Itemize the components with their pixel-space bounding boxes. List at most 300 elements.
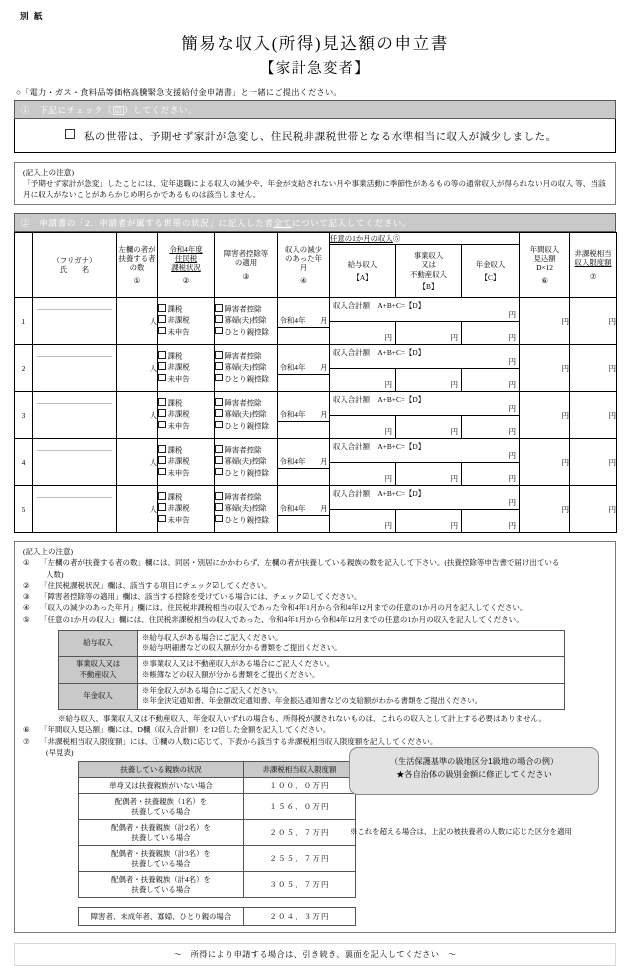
tax-option-3[interactable]: 未申告 [158, 515, 214, 526]
instruction-item-4 [23, 602, 609, 613]
header-name [33, 233, 117, 298]
hayami-amount: １００．０万円 [244, 778, 356, 794]
checkbox-icon[interactable] [215, 515, 223, 523]
instruction-mark: ③ [23, 592, 30, 601]
section2-banner-suffix: について記入してください。 [292, 218, 412, 228]
instructions-list [23, 557, 609, 625]
deduction-cell[interactable] [215, 345, 278, 392]
header-group-num: ⑤ [392, 234, 401, 243]
tax-status-cell[interactable] [158, 486, 215, 533]
deduction-option-1[interactable]: 障害者控除 [215, 445, 277, 456]
yen-unit: 円 [384, 380, 392, 389]
yen-unit: 円 [508, 521, 516, 530]
tax-option-1[interactable]: 課税 [158, 445, 214, 456]
tax-option-2[interactable]: 非課税 [158, 315, 214, 326]
header-pension-mark: 【C】 [480, 272, 501, 282]
income-total-row[interactable] [330, 392, 519, 416]
hayami-condition: 配偶者・扶養親族（計4名）を 扶養している場合 [79, 872, 244, 898]
hayami-header-row [79, 762, 356, 778]
header-deduction [215, 233, 278, 298]
hayami-row [79, 794, 356, 820]
monthly-income-cell[interactable] [330, 486, 520, 533]
instruction-item-2 [23, 580, 609, 591]
name-input-cell[interactable] [33, 486, 117, 533]
header-business-mark: 【B】 [418, 281, 439, 291]
monthly-income-cell[interactable] [330, 439, 520, 486]
salary-input-cell[interactable] [330, 510, 396, 532]
dependents-input-cell[interactable]: 人 [117, 298, 158, 345]
yen-unit: 円 [450, 427, 458, 436]
income-kind-note: ※給与収入、事業収入又は不動産収入、年金収入いずれの場合も、所得税が課されないものは、これらの収入として計上する必要はありません。 [58, 714, 546, 724]
income-kind-row [59, 683, 565, 709]
municipality-callout [349, 747, 599, 795]
instruction-6-mark: ⑥ [23, 725, 30, 735]
section2-banner-underlined: 全て [273, 218, 293, 228]
caution-top-box [14, 162, 616, 205]
instructions-box [14, 541, 616, 933]
instruction-item-7 [23, 736, 609, 747]
deduction-option-2[interactable]: 寡婦(夫)控除 [215, 503, 277, 514]
hayami-row [79, 820, 356, 846]
checkbox-icon[interactable] [158, 327, 166, 335]
yen-unit: 円 [508, 404, 517, 413]
tax-option-2[interactable]: 非課税 [158, 456, 214, 467]
attachment-label: 別 紙 [20, 11, 44, 21]
hayami-header-amount: 非課税相当収入限度額 [244, 762, 356, 778]
pension-input-cell[interactable] [462, 322, 519, 344]
business-input-cell[interactable] [396, 369, 462, 391]
hayami-row [79, 846, 356, 872]
header-pension-label: 年金収入 [475, 260, 506, 270]
yen-unit: 円 [508, 498, 517, 507]
tax-option-3[interactable]: 未申告 [158, 468, 214, 479]
header-limit-l1: 非課税相当 [574, 249, 612, 259]
dependents-input-cell[interactable]: 人 [117, 392, 158, 439]
yen-unit: 円 [508, 310, 517, 319]
header-tax-l3: 課税状況 [171, 263, 201, 272]
header-tax-num: ② [182, 276, 190, 286]
deduction-option-2[interactable]: 寡婦(夫)控除 [215, 456, 277, 467]
tax-option-1[interactable]: 課税 [158, 351, 214, 362]
declaration-row[interactable] [21, 128, 609, 143]
hayami-condition: 配偶者・扶養親族（計2名）を 扶養している場合 [79, 820, 244, 846]
deduction-option-3[interactable]: ひとり親控除 [215, 421, 277, 432]
checkbox-icon[interactable] [158, 503, 166, 511]
furigana-rule [37, 497, 112, 498]
name-input-cell[interactable] [33, 392, 117, 439]
header-dependents [117, 233, 158, 298]
checkbox-icon[interactable] [158, 398, 166, 406]
furigana-rule [37, 403, 112, 404]
over-limit-note: ※これを超える場合は、上記の被扶養者の人数に応じた区分を適用 [350, 827, 572, 836]
table-header [15, 233, 617, 298]
tax-option-2[interactable]: 非課税 [158, 503, 214, 514]
deduction-option-1[interactable]: 障害者控除 [215, 351, 277, 362]
checkbox-icon[interactable] [158, 351, 166, 359]
callout-line2: ★各自治体の級別金額に修正してください [396, 769, 552, 779]
checkbox-icon[interactable] [158, 492, 166, 500]
checkbox-icon[interactable] [215, 503, 223, 511]
income-breakdown-row [330, 322, 519, 344]
instruction-7-mark: ⑦ [23, 736, 30, 746]
instruction-text: 「住民税課税状況」欄は、該当する項目にチェック☑してください。 [40, 580, 272, 590]
furigana-rule [37, 356, 112, 357]
header-group-title: 任意の1か月の収入 [330, 234, 393, 243]
section1-banner-suffix: ）してください。 [124, 105, 198, 115]
income-kind-line: ※年金収入がある場合にご記入ください。 [142, 685, 283, 695]
income-kind-line: ※給与明細書などの収入額が分かる書類をご提出ください。 [142, 643, 342, 653]
salary-input-cell[interactable] [330, 463, 396, 485]
checkbox-icon[interactable] [215, 398, 223, 406]
income-breakdown-row [330, 510, 519, 532]
table-row [15, 298, 617, 345]
business-input-cell[interactable] [396, 416, 462, 438]
tax-option-3[interactable]: 未申告 [158, 327, 214, 338]
deduction-option-3[interactable]: ひとり親控除 [215, 374, 277, 385]
header-annual-estimate [520, 233, 570, 298]
tax-option-2[interactable]: 非課税 [158, 409, 214, 420]
hayami-condition: 配偶者・扶養親族（1名）を 扶養している場合 [79, 794, 244, 820]
hayami-amount: ２５５．７万円 [244, 846, 356, 872]
decline-month-value: 令和4年 月 [278, 456, 328, 469]
header-name-ruby: （フリガナ） [52, 255, 97, 265]
dependents-input-cell[interactable]: 人 [117, 345, 158, 392]
instruction-item-1 [23, 557, 609, 568]
caution-top-line1: 「予期せず家計が急変」したことには、定年退職による収入の減少や、年金が支給されない月や事業活動に季節性があるもの等の通常収入が得られない月の収入 [23, 179, 574, 188]
yen-unit: 円 [384, 521, 392, 530]
header-limit-num: ⑦ [589, 271, 597, 281]
checkbox-icon[interactable] [215, 409, 223, 417]
declaration-text: 私の世帯は、予期せず家計が急変し、住民税非課税世帯となる水準相当に収入が減少しました。 [84, 132, 557, 143]
header-dependents-num: ① [133, 276, 141, 286]
yen-unit: 円 [508, 427, 516, 436]
checkbox-icon[interactable] [215, 327, 223, 335]
monthly-income-cell[interactable] [330, 392, 520, 439]
yen-unit: 円 [508, 451, 517, 460]
instruction-text: 「収入の減少のあった年月」欄には、住民税非課税相当の収入であった令和4年1月から令和4年12月までの任意の1か月の月を記入してください。 [40, 603, 528, 613]
deduction-option-3[interactable]: ひとり親控除 [215, 515, 277, 526]
checkbox-icon[interactable] [215, 362, 223, 370]
header-limit-l2: 収入限度額 [574, 258, 612, 268]
decline-month-cell[interactable] [278, 439, 330, 486]
header-pension [462, 245, 520, 298]
page-title: 簡易な収入(所得)見込額の申立書 [181, 34, 449, 53]
nontax-limit-cell[interactable]: 円 [570, 439, 617, 486]
checkbox-icon[interactable] [158, 374, 166, 382]
checkbox-icon[interactable] [215, 492, 223, 500]
tax-status-cell[interactable] [158, 439, 215, 486]
income-breakdown-row [330, 416, 519, 438]
deduction-option-2[interactable]: 寡婦(夫)控除 [215, 362, 277, 373]
checkbox-icon[interactable] [215, 456, 223, 464]
hayami-amount: ２０５．７万円 [244, 820, 356, 846]
instruction-text: 「任意の1か月の収入」欄には、住民税非課税相当の収入であった、令和4年1月から令和4年12月までの任意の1か月の収入を記入してください。 [40, 614, 524, 624]
header-annual-l1: 年間収入 [529, 244, 560, 254]
nontax-limit-extra-table [78, 907, 356, 926]
instruction-mark: ② [23, 580, 30, 590]
income-breakdown-row [330, 369, 519, 391]
hayami-amount: １５６．０万円 [244, 794, 356, 820]
income-kind-line: ※給与収入がある場合にご記入ください。 [142, 632, 283, 642]
tax-option-3[interactable]: 未申告 [158, 421, 214, 432]
footer-note: ～ 所得により申請する場合は、引き続き、裏面を記入してください ～ [14, 943, 616, 966]
nontax-limit-cell[interactable]: 円 [570, 486, 617, 533]
header-month-num: ④ [300, 276, 307, 286]
tax-status-cell[interactable] [158, 345, 215, 392]
section1-banner-prefix: ① 下記にチェック（ [21, 105, 113, 115]
header-salary-label: 給与収入 [347, 260, 378, 270]
header-deduction-l2: の適用 [234, 258, 258, 268]
row-number: 2 [15, 345, 33, 392]
tax-option-1[interactable]: 課税 [158, 304, 214, 315]
instruction-continuation: 人数) [46, 569, 64, 579]
yen-unit: 円 [450, 474, 458, 483]
annual-estimate-cell[interactable]: 円 [520, 486, 570, 533]
decline-month-value: 令和4年 月 [278, 315, 328, 328]
income-kind-desc [138, 630, 565, 656]
table-row [15, 345, 617, 392]
header-annual-num: ⑥ [541, 276, 548, 286]
income-total-row[interactable] [330, 439, 519, 463]
income-kind-table [58, 630, 565, 710]
tax-option-1[interactable]: 課税 [158, 492, 214, 503]
checkbox-icon[interactable] [215, 468, 223, 476]
deduction-cell[interactable] [215, 392, 278, 439]
income-kind-label: 年金収入 [59, 683, 138, 709]
section2-banner-wrap [14, 213, 616, 232]
annual-estimate-cell[interactable]: 円 [520, 439, 570, 486]
annual-estimate-cell[interactable]: 円 [520, 298, 570, 345]
pension-input-cell[interactable] [462, 416, 519, 438]
deduction-option-2[interactable]: 寡婦(夫)控除 [215, 315, 277, 326]
tax-option-3[interactable]: 未申告 [158, 374, 214, 385]
yen-unit: 円 [508, 333, 516, 342]
header-salary [330, 245, 396, 298]
checkbox-icon[interactable] [215, 304, 223, 312]
salary-input-cell[interactable] [330, 322, 396, 344]
business-input-cell[interactable] [396, 322, 462, 344]
decline-month-value: 令和4年 月 [278, 362, 328, 375]
business-input-cell[interactable] [396, 463, 462, 485]
decline-month-cell[interactable] [278, 486, 330, 533]
name-input-cell[interactable] [33, 345, 117, 392]
table-row [15, 392, 617, 439]
instruction-item-6 [23, 724, 609, 735]
pension-input-cell[interactable] [462, 510, 519, 532]
deduction-option-1[interactable]: 障害者控除 [215, 304, 277, 315]
income-kind-desc [138, 683, 565, 709]
decline-month-cell[interactable] [278, 298, 330, 345]
checkbox-icon[interactable] [158, 304, 166, 312]
pension-input-cell[interactable] [462, 369, 519, 391]
instruction-item-5 [23, 614, 609, 625]
header-deduction-num: ③ [242, 271, 250, 281]
salary-input-cell[interactable] [330, 369, 396, 391]
tax-option-2[interactable]: 非課税 [158, 362, 214, 373]
instruction-7-text: 「非課税相当収入限度額」には、①欄の人数に応じて、下表から該当する非課税相当収入限度額を記入してください。 [40, 736, 438, 746]
hayami-amount: ３０５．７万円 [244, 872, 356, 898]
nontax-limit-cell[interactable]: 円 [570, 345, 617, 392]
annual-estimate-cell[interactable]: 円 [520, 345, 570, 392]
checkbox-icon[interactable] [158, 362, 166, 370]
instruction-mark: ④ [23, 603, 30, 613]
yen-unit: 円 [450, 521, 458, 530]
row-number: 1 [15, 298, 33, 345]
yen-unit: 円 [508, 474, 516, 483]
hayami-condition: 単身又は扶養親族がいない場合 [79, 778, 244, 794]
caution-top-title: (記入上の注意) [23, 168, 75, 177]
instruction-text: 「障害者控除等の適用」欄は、該当する控除を受けている場合には、チェック☑してください。 [40, 592, 362, 601]
yen-unit: 円 [384, 474, 392, 483]
deduction-cell[interactable] [215, 298, 278, 345]
income-total-label: 収入合計額 A+B+C=【D】 [333, 348, 426, 357]
deduction-option-1[interactable]: 障害者控除 [215, 492, 277, 503]
hayami-extra-row [79, 908, 356, 926]
name-input-cell[interactable] [33, 298, 117, 345]
header-tax-status [158, 233, 215, 298]
header-tax-l2: 住民税 [174, 253, 198, 263]
yen-unit: 円 [384, 427, 392, 436]
income-total-row[interactable] [330, 345, 519, 369]
deduction-option-3[interactable]: ひとり親控除 [215, 327, 277, 338]
deduction-cell[interactable] [215, 486, 278, 533]
instruction-item-3 [23, 591, 609, 602]
monthly-income-cell[interactable] [330, 298, 520, 345]
checkbox-icon[interactable] [215, 421, 223, 429]
table-header-row-1 [15, 233, 617, 245]
yen-unit: 円 [508, 357, 517, 366]
yen-unit: 円 [450, 380, 458, 389]
income-breakdown-row [330, 463, 519, 485]
checkbox-icon[interactable] [215, 445, 223, 453]
header-month-l2: のあった年 [285, 253, 322, 263]
header-name-label: 氏 名 [59, 265, 90, 274]
checkbox-icon[interactable] [158, 468, 166, 476]
tax-option-1[interactable]: 課税 [158, 398, 214, 409]
income-kind-label: 事業収入又は 不動産収入 [59, 657, 138, 683]
declaration-box [14, 119, 616, 153]
hayami-extra-amount: ２０４．３万円 [244, 908, 356, 926]
header-tax-l1: 令和4年度 [169, 244, 203, 254]
nontax-limit-cell[interactable]: 円 [570, 392, 617, 439]
callout-line1: （生活保護基準の級地区分1級地の場合の例） [389, 757, 559, 766]
decline-month-cell[interactable] [278, 345, 330, 392]
checkbox-icon[interactable] [158, 409, 166, 417]
section1-banner [14, 100, 616, 119]
header-annual-l2: 見込額 [533, 253, 556, 263]
income-kind-line: ※事業収入又は不動産収入がある場合にご記入ください。 [142, 659, 335, 669]
header-month [278, 233, 330, 298]
dependents-input-cell[interactable]: 人 [117, 439, 158, 486]
deduction-cell[interactable] [215, 439, 278, 486]
section2-banner-prefix: ② 申請書の「2．申請者が属する世帯の状況」に記入した者 [21, 218, 274, 228]
income-total-label: 収入合計額 A+B+C=【D】 [333, 395, 426, 404]
header-business [396, 245, 462, 298]
hayami-row [79, 778, 356, 794]
header-deduction-l1: 障害者控除等 [223, 249, 269, 259]
checkbox-icon[interactable] [158, 515, 166, 523]
decline-month-cell[interactable] [278, 392, 330, 439]
monthly-income-cell[interactable] [330, 345, 520, 392]
deduction-option-1[interactable]: 障害者控除 [215, 398, 277, 409]
income-kind-desc [138, 657, 565, 683]
header-business-l1: 事業収入 [413, 251, 444, 260]
decline-month-value: 令和4年 月 [278, 409, 328, 422]
deduction-option-2[interactable]: 寡婦(夫)控除 [215, 409, 277, 420]
income-total-label: 収入合計額 A+B+C=【D】 [333, 442, 426, 451]
income-kind-line: ※帳簿などの収入額が分かる書類をご提出ください。 [142, 669, 320, 679]
table-body [15, 298, 617, 533]
dependents-input-cell[interactable]: 人 [117, 486, 158, 533]
name-input-cell[interactable] [33, 439, 117, 486]
header-month-l1: 収入の減少 [285, 244, 322, 254]
checkbox-icon[interactable] [158, 421, 166, 429]
header-annual-l3: D×12 [536, 263, 553, 272]
checkbox-icon[interactable] [158, 456, 166, 464]
yen-unit: 円 [508, 380, 516, 389]
income-kind-label: 給与収入 [59, 630, 138, 656]
instruction-mark: ⑤ [23, 614, 30, 624]
hayami-label: (早見表) [46, 747, 74, 757]
pension-input-cell[interactable] [462, 463, 519, 485]
instructions-title: (記入上の注意) [23, 547, 73, 556]
caution-top-line2: 等、当該月に収入がないことがあらかじめ明らかであるものは該当しません。 [23, 179, 606, 199]
submit-notice: ○「電力・ガス・食料品等価格高騰緊急支援給付金申請書」と一緒にご提出ください。 [16, 88, 342, 97]
yen-unit: 円 [384, 333, 392, 342]
checkbox-icon[interactable] [215, 351, 223, 359]
checkbox-icon[interactable] [158, 315, 166, 323]
income-total-label: 収入合計額 A+B+C=【D】 [333, 301, 426, 310]
nontax-limit-table [78, 761, 356, 898]
business-input-cell[interactable] [396, 510, 462, 532]
furigana-rule [37, 309, 112, 310]
income-kind-row [59, 657, 565, 683]
header-business-l2: 又は [421, 260, 436, 270]
tax-status-cell[interactable] [158, 298, 215, 345]
salary-input-cell[interactable] [330, 416, 396, 438]
deduction-option-3[interactable]: ひとり親控除 [215, 468, 277, 479]
declaration-checkbox[interactable] [65, 129, 75, 139]
page-subtitle: 【家計急変者】 [260, 61, 370, 77]
hayami-header-condition: 扶養している親族の状況 [79, 762, 244, 778]
income-kind-line: ※年金決定通知書、年金額改定通知書、年金振込通知書などの支給額がわかる書類をご提出ください。 [142, 696, 482, 706]
checkbox-icon[interactable] [215, 315, 223, 323]
row-number: 3 [15, 392, 33, 439]
furigana-rule [37, 450, 112, 451]
household-income-table [14, 232, 617, 533]
annual-estimate-cell[interactable]: 円 [520, 392, 570, 439]
header-salary-mark: 【A】 [352, 272, 373, 282]
income-total-label: 収入合計額 A+B+C=【D】 [333, 489, 426, 498]
checkmark-icon: ☑ [114, 105, 123, 115]
checkbox-icon[interactable] [158, 445, 166, 453]
income-total-row[interactable] [330, 298, 519, 322]
nontax-limit-cell[interactable]: 円 [570, 298, 617, 345]
income-total-row[interactable] [330, 486, 519, 510]
section2-banner [14, 213, 616, 232]
income-kind-row [59, 630, 565, 656]
tax-status-cell[interactable] [158, 392, 215, 439]
hayami-extra-condition: 障害者、未成年者、寡婦、ひとり親の場合 [79, 908, 244, 926]
header-nontax-limit [570, 233, 617, 298]
row-number: 5 [15, 486, 33, 533]
row-number: 4 [15, 439, 33, 486]
checkbox-icon[interactable] [215, 374, 223, 382]
yen-unit: 円 [450, 333, 458, 342]
instruction-6-text: 「年間収入見込額」欄には、D欄（収入合計額）を12倍した金額を記入してください。 [40, 725, 331, 735]
table-row [15, 486, 617, 533]
header-monthly-income-group [330, 233, 520, 245]
